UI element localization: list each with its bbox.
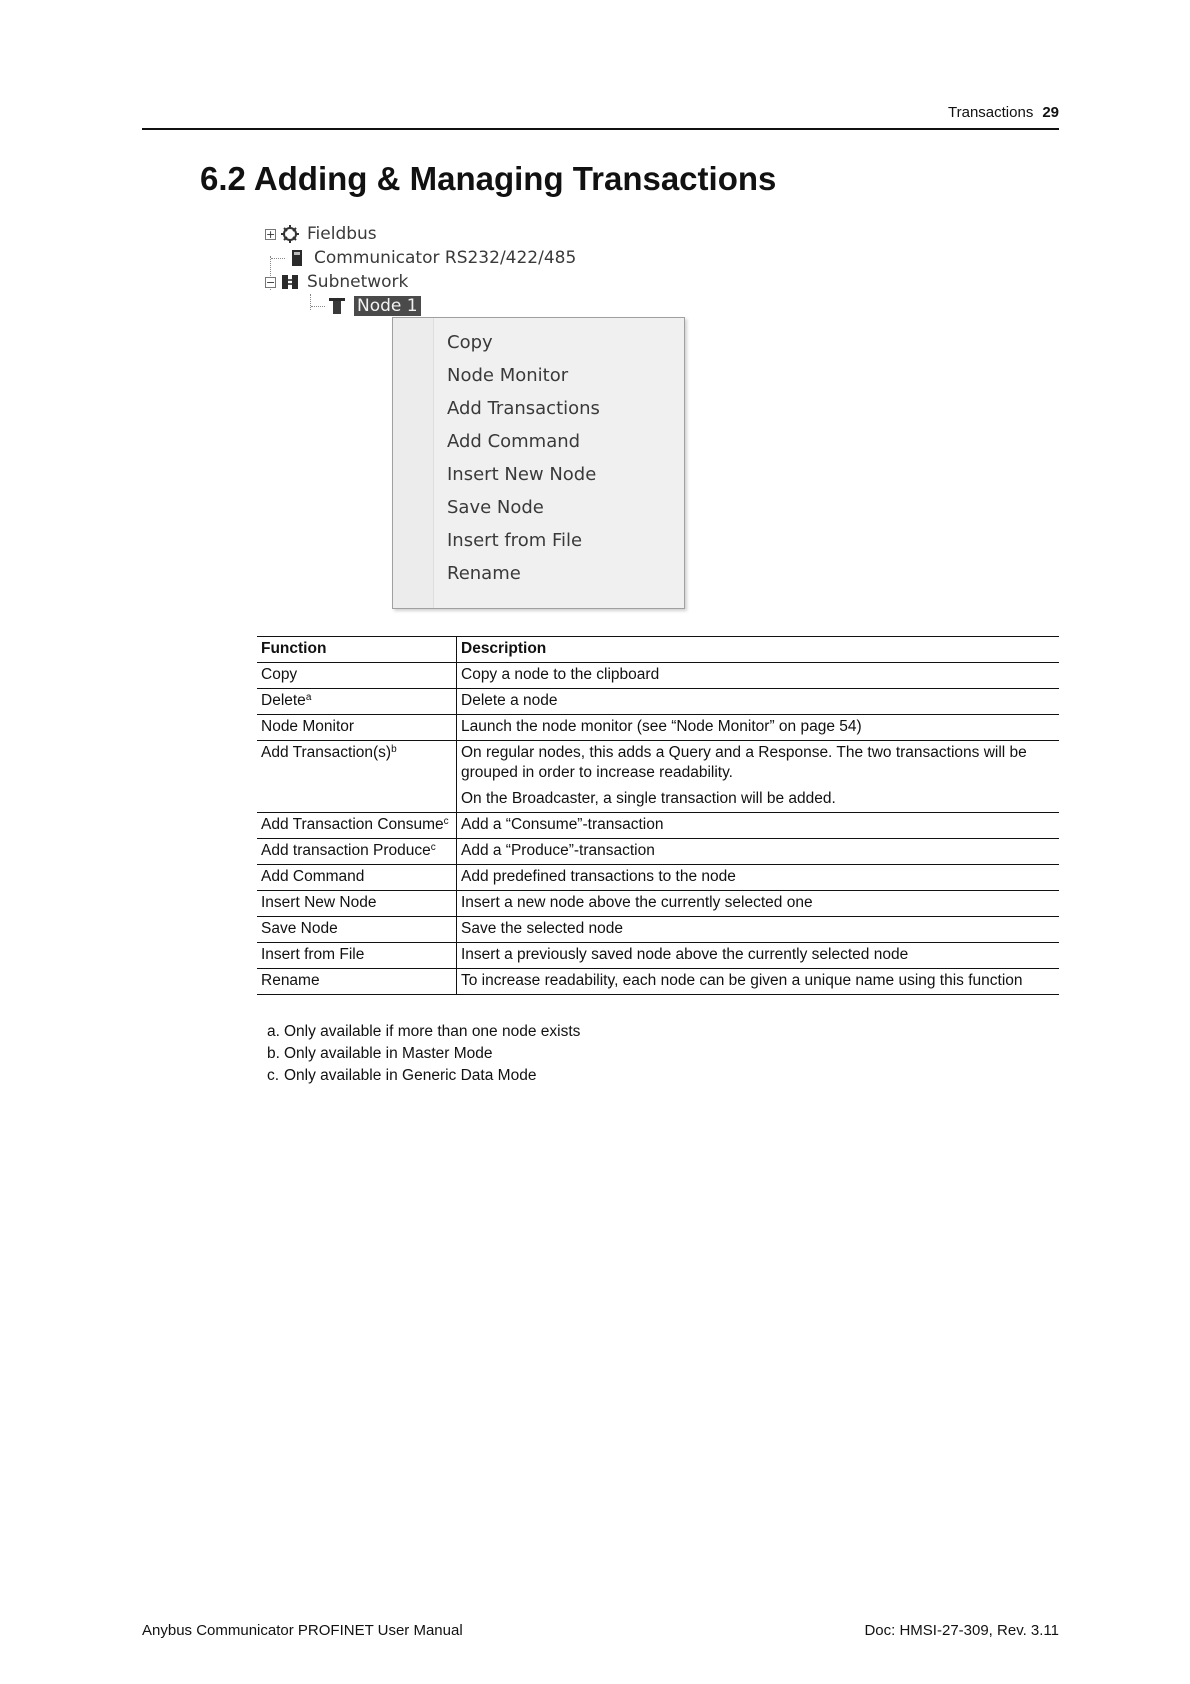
function-name: Save Node bbox=[261, 920, 338, 937]
table-row bbox=[257, 891, 1059, 917]
menu-item-add-command[interactable]: Add Command bbox=[447, 431, 581, 452]
header-page-number: 29 bbox=[1042, 104, 1059, 121]
tree-item-label: Fieldbus bbox=[307, 224, 377, 244]
function-table bbox=[257, 636, 1059, 995]
running-header bbox=[948, 104, 1059, 121]
header-section: Transactions bbox=[948, 104, 1034, 121]
expand-icon[interactable]: + bbox=[266, 227, 276, 241]
subnetwork-icon bbox=[280, 272, 300, 292]
section-title: 6.2 Adding & Managing Transactions bbox=[200, 160, 777, 197]
column-header-description: Description bbox=[457, 637, 1060, 663]
table-footnotes bbox=[267, 1021, 580, 1087]
description-text: On the Broadcaster, a single transaction will be added. bbox=[461, 790, 836, 807]
description-text: Insert a previously saved node above the currently selected node bbox=[461, 946, 909, 963]
footnote bbox=[267, 1043, 580, 1065]
function-name: Add Transaction(s) bbox=[261, 744, 392, 761]
description-text: Copy a node to the clipboard bbox=[461, 666, 660, 683]
function-name: Rename bbox=[261, 972, 320, 989]
table-row bbox=[257, 917, 1059, 943]
function-cell bbox=[257, 715, 457, 741]
function-name: Insert New Node bbox=[261, 894, 377, 911]
collapse-icon[interactable]: − bbox=[266, 275, 276, 289]
footnote-text: Only available if more than one node exists bbox=[284, 1023, 581, 1040]
menu-item-insert-new-node[interactable]: Insert New Node bbox=[447, 464, 597, 485]
function-name: Delete bbox=[261, 692, 306, 709]
description-cell bbox=[457, 943, 1060, 969]
description-text: Save the selected node bbox=[461, 920, 624, 937]
function-cell bbox=[257, 891, 457, 917]
menu-item-node-monitor[interactable]: Node Monitor bbox=[447, 365, 569, 386]
function-name: Add Command bbox=[261, 868, 365, 885]
function-cell bbox=[257, 741, 457, 813]
description-text: Add a “Produce”-transaction bbox=[461, 842, 655, 859]
function-cell bbox=[257, 663, 457, 689]
node-icon bbox=[327, 296, 347, 316]
footnote-text: Only available in Master Mode bbox=[284, 1045, 493, 1062]
table-row bbox=[257, 839, 1059, 865]
table-body bbox=[257, 663, 1059, 995]
footnote-ref: b bbox=[391, 744, 397, 755]
context-menu-screenshot bbox=[265, 222, 695, 614]
menu-item-add-transactions[interactable]: Add Transactions bbox=[447, 398, 600, 419]
footer-doc-id: Doc: HMSI-27-309, Rev. 3.11 bbox=[864, 1622, 1059, 1639]
function-cell bbox=[257, 917, 457, 943]
description-cell bbox=[457, 865, 1060, 891]
description-text: Insert a new node above the currently selected one bbox=[461, 894, 813, 911]
description-cell bbox=[457, 715, 1060, 741]
description-text: Delete a node bbox=[461, 692, 558, 709]
footnote-text: Only available in Generic Data Mode bbox=[284, 1067, 537, 1084]
function-name: Insert from File bbox=[261, 946, 365, 963]
tree-connector bbox=[311, 306, 325, 307]
footnote-mark: b. bbox=[267, 1045, 280, 1062]
function-cell bbox=[257, 839, 457, 865]
table-header-row bbox=[257, 637, 1059, 663]
description-cell bbox=[457, 689, 1060, 715]
fieldbus-icon bbox=[280, 224, 300, 244]
column-header-function: Function bbox=[257, 637, 457, 663]
description-cell bbox=[457, 741, 1060, 813]
menu-item-save-node[interactable]: Save Node bbox=[447, 497, 544, 518]
context-menu bbox=[392, 317, 685, 609]
footnote-mark: a. bbox=[267, 1023, 280, 1040]
function-name: Add Transaction Consume bbox=[261, 816, 444, 833]
gateway-icon bbox=[287, 248, 307, 268]
function-cell bbox=[257, 943, 457, 969]
footnote-ref: a bbox=[305, 692, 312, 703]
footnote bbox=[267, 1021, 580, 1043]
footnote-mark: c. bbox=[267, 1067, 280, 1084]
tree-item-subnetwork[interactable] bbox=[265, 270, 408, 294]
function-cell bbox=[257, 813, 457, 839]
menu-item-rename[interactable]: Rename bbox=[447, 563, 521, 584]
description-cell bbox=[457, 663, 1060, 689]
function-name: Node Monitor bbox=[261, 718, 355, 735]
table-row bbox=[257, 715, 1059, 741]
selected-node-label[interactable]: Node 1 bbox=[354, 296, 421, 316]
menu-item-insert-from-file[interactable]: Insert from File bbox=[447, 530, 583, 551]
footnote-ref: c bbox=[430, 842, 436, 853]
tree-item-label: Communicator RS232/422/485 bbox=[314, 248, 577, 268]
menu-item-copy[interactable]: Copy bbox=[447, 332, 493, 353]
description-cell bbox=[457, 969, 1060, 995]
function-cell bbox=[257, 689, 457, 715]
function-cell bbox=[257, 969, 457, 995]
description-cell bbox=[457, 839, 1060, 865]
table-row bbox=[257, 865, 1059, 891]
tree-item-communicator[interactable] bbox=[265, 246, 576, 270]
tree-item-label: Subnetwork bbox=[307, 272, 409, 292]
description-cell bbox=[457, 917, 1060, 943]
footer-manual-title: Anybus Communicator PROFINET User Manual bbox=[142, 1622, 463, 1639]
table-row bbox=[257, 689, 1059, 715]
description-cell bbox=[457, 891, 1060, 917]
function-cell bbox=[257, 865, 457, 891]
description-text: Add a “Consume”-transaction bbox=[461, 816, 664, 833]
description-text: To increase readability, each node can be given a unique name using this function bbox=[461, 972, 1023, 989]
description-text: On regular nodes, this adds a Query and a Response. The two transactions will be grouped in order to increase readability. bbox=[461, 744, 1027, 781]
description-cell bbox=[457, 813, 1060, 839]
menu-icon-gutter bbox=[393, 318, 434, 608]
table-row bbox=[257, 969, 1059, 995]
footnote-ref: c bbox=[443, 816, 449, 827]
function-name: Copy bbox=[261, 666, 298, 683]
footnote bbox=[267, 1065, 580, 1087]
table-row bbox=[257, 943, 1059, 969]
tree-item-node[interactable] bbox=[311, 294, 421, 318]
table-row bbox=[257, 813, 1059, 839]
table-row bbox=[257, 741, 1059, 813]
description-text: Add predefined transactions to the node bbox=[461, 868, 736, 885]
tree-connector bbox=[271, 258, 285, 259]
header-rule bbox=[142, 128, 1059, 130]
description-text: Launch the node monitor (see “Node Monitor” on page 54) bbox=[461, 718, 862, 735]
tree-item-fieldbus[interactable] bbox=[265, 222, 377, 246]
table-row bbox=[257, 663, 1059, 689]
function-name: Add transaction Produce bbox=[261, 842, 431, 859]
